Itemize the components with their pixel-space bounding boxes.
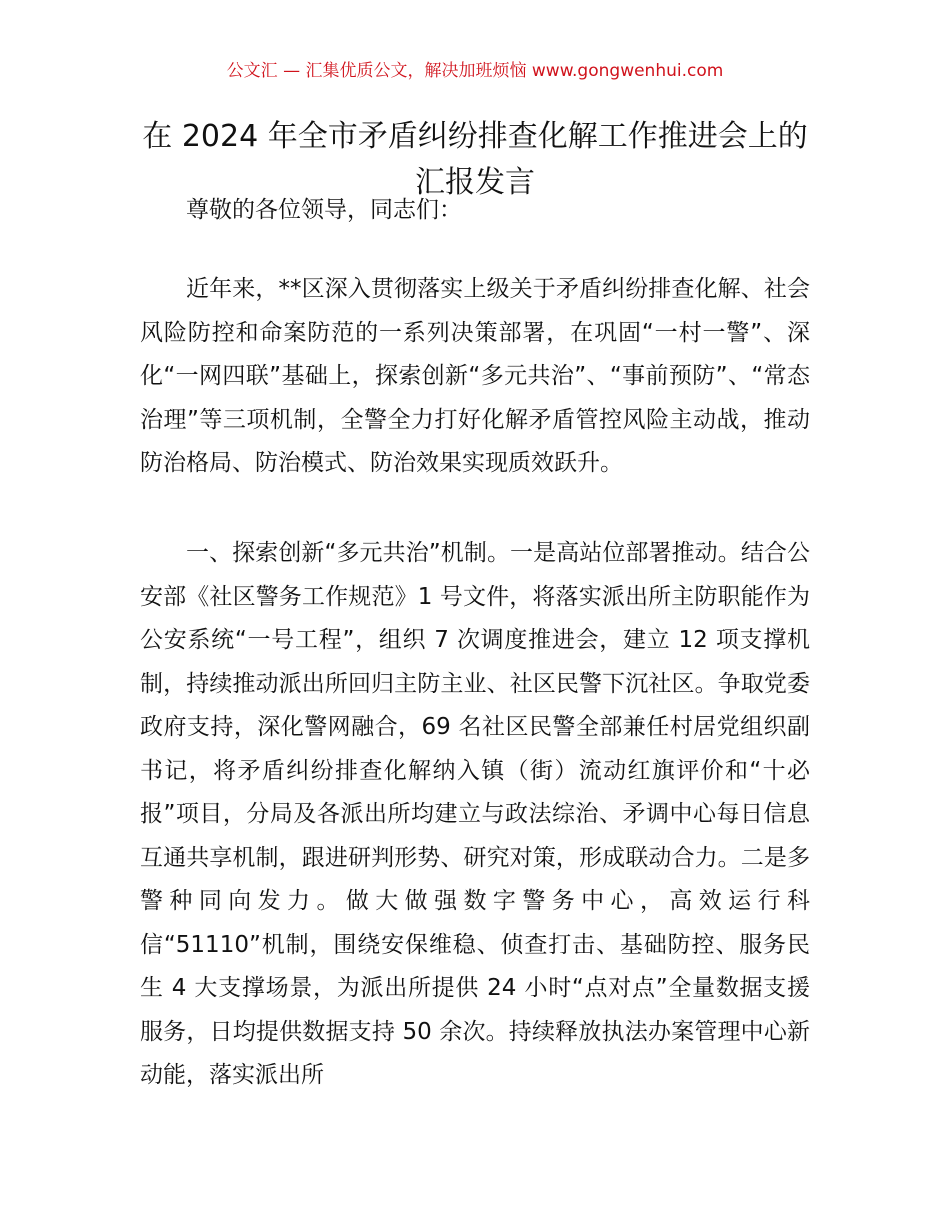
salutation: 尊敬的各位领导，同志们： <box>186 197 462 223</box>
paragraph-section-one: 一、探索创新“多元共治”机制。一是高站位部署推动。结合公安部《社区警务工作规范》1 号文件，将落实派出所主防职能作为公安系统“一号工程”，组织 7 次调度推进会，建立 12 项支撑机制，持续推动派出所回归主防主业、社区民警下沉社区。争取党委政府支持，深化警网融合，69 名社区民警全部兼任村居党组织副书记，将矛盾纠纷排查化解纳入镇（街）流动红旗评价和“十必报”项目，分局及各派出所均建立与政法综治、矛调中心每日信息互通共享机制，跟进研判形势、研究对策，形成联动合力。二是多警种同向发力。做大做强数字警务中心，高效运行科信“51110”机制，围绕安保维稳、侦查打击、基础防控、服务民生 4 大支撑场景，为派出所提供 24 小时“点对点”全量数据支援服务，日均提供数据支持 50 余次。持续释放执法办案管理中心新动能，落实派出所 <box>140 540 810 1088</box>
paragraph-intro: 近年来，**区深入贯彻落实上级关于矛盾纠纷排查化解、社会风险防控和命案防范的一系列决策部署，在巩固“一村一警”、深化“一网四联”基础上，探索创新“多元共治”、“事前预防”、“常态治理”等三项机制，全警全力打好化解矛盾管控风险主动战，推动防治格局、防治模式、防治效果实现质效跃升。 <box>140 276 810 476</box>
site-banner: 公文汇 — 汇集优质公文，解决加班烦恼 www.gongwenhui.com <box>226 61 724 81</box>
document-title: 在 2024 年全市矛盾纠纷排查化解工作推进会上的汇报发言 <box>142 119 808 200</box>
